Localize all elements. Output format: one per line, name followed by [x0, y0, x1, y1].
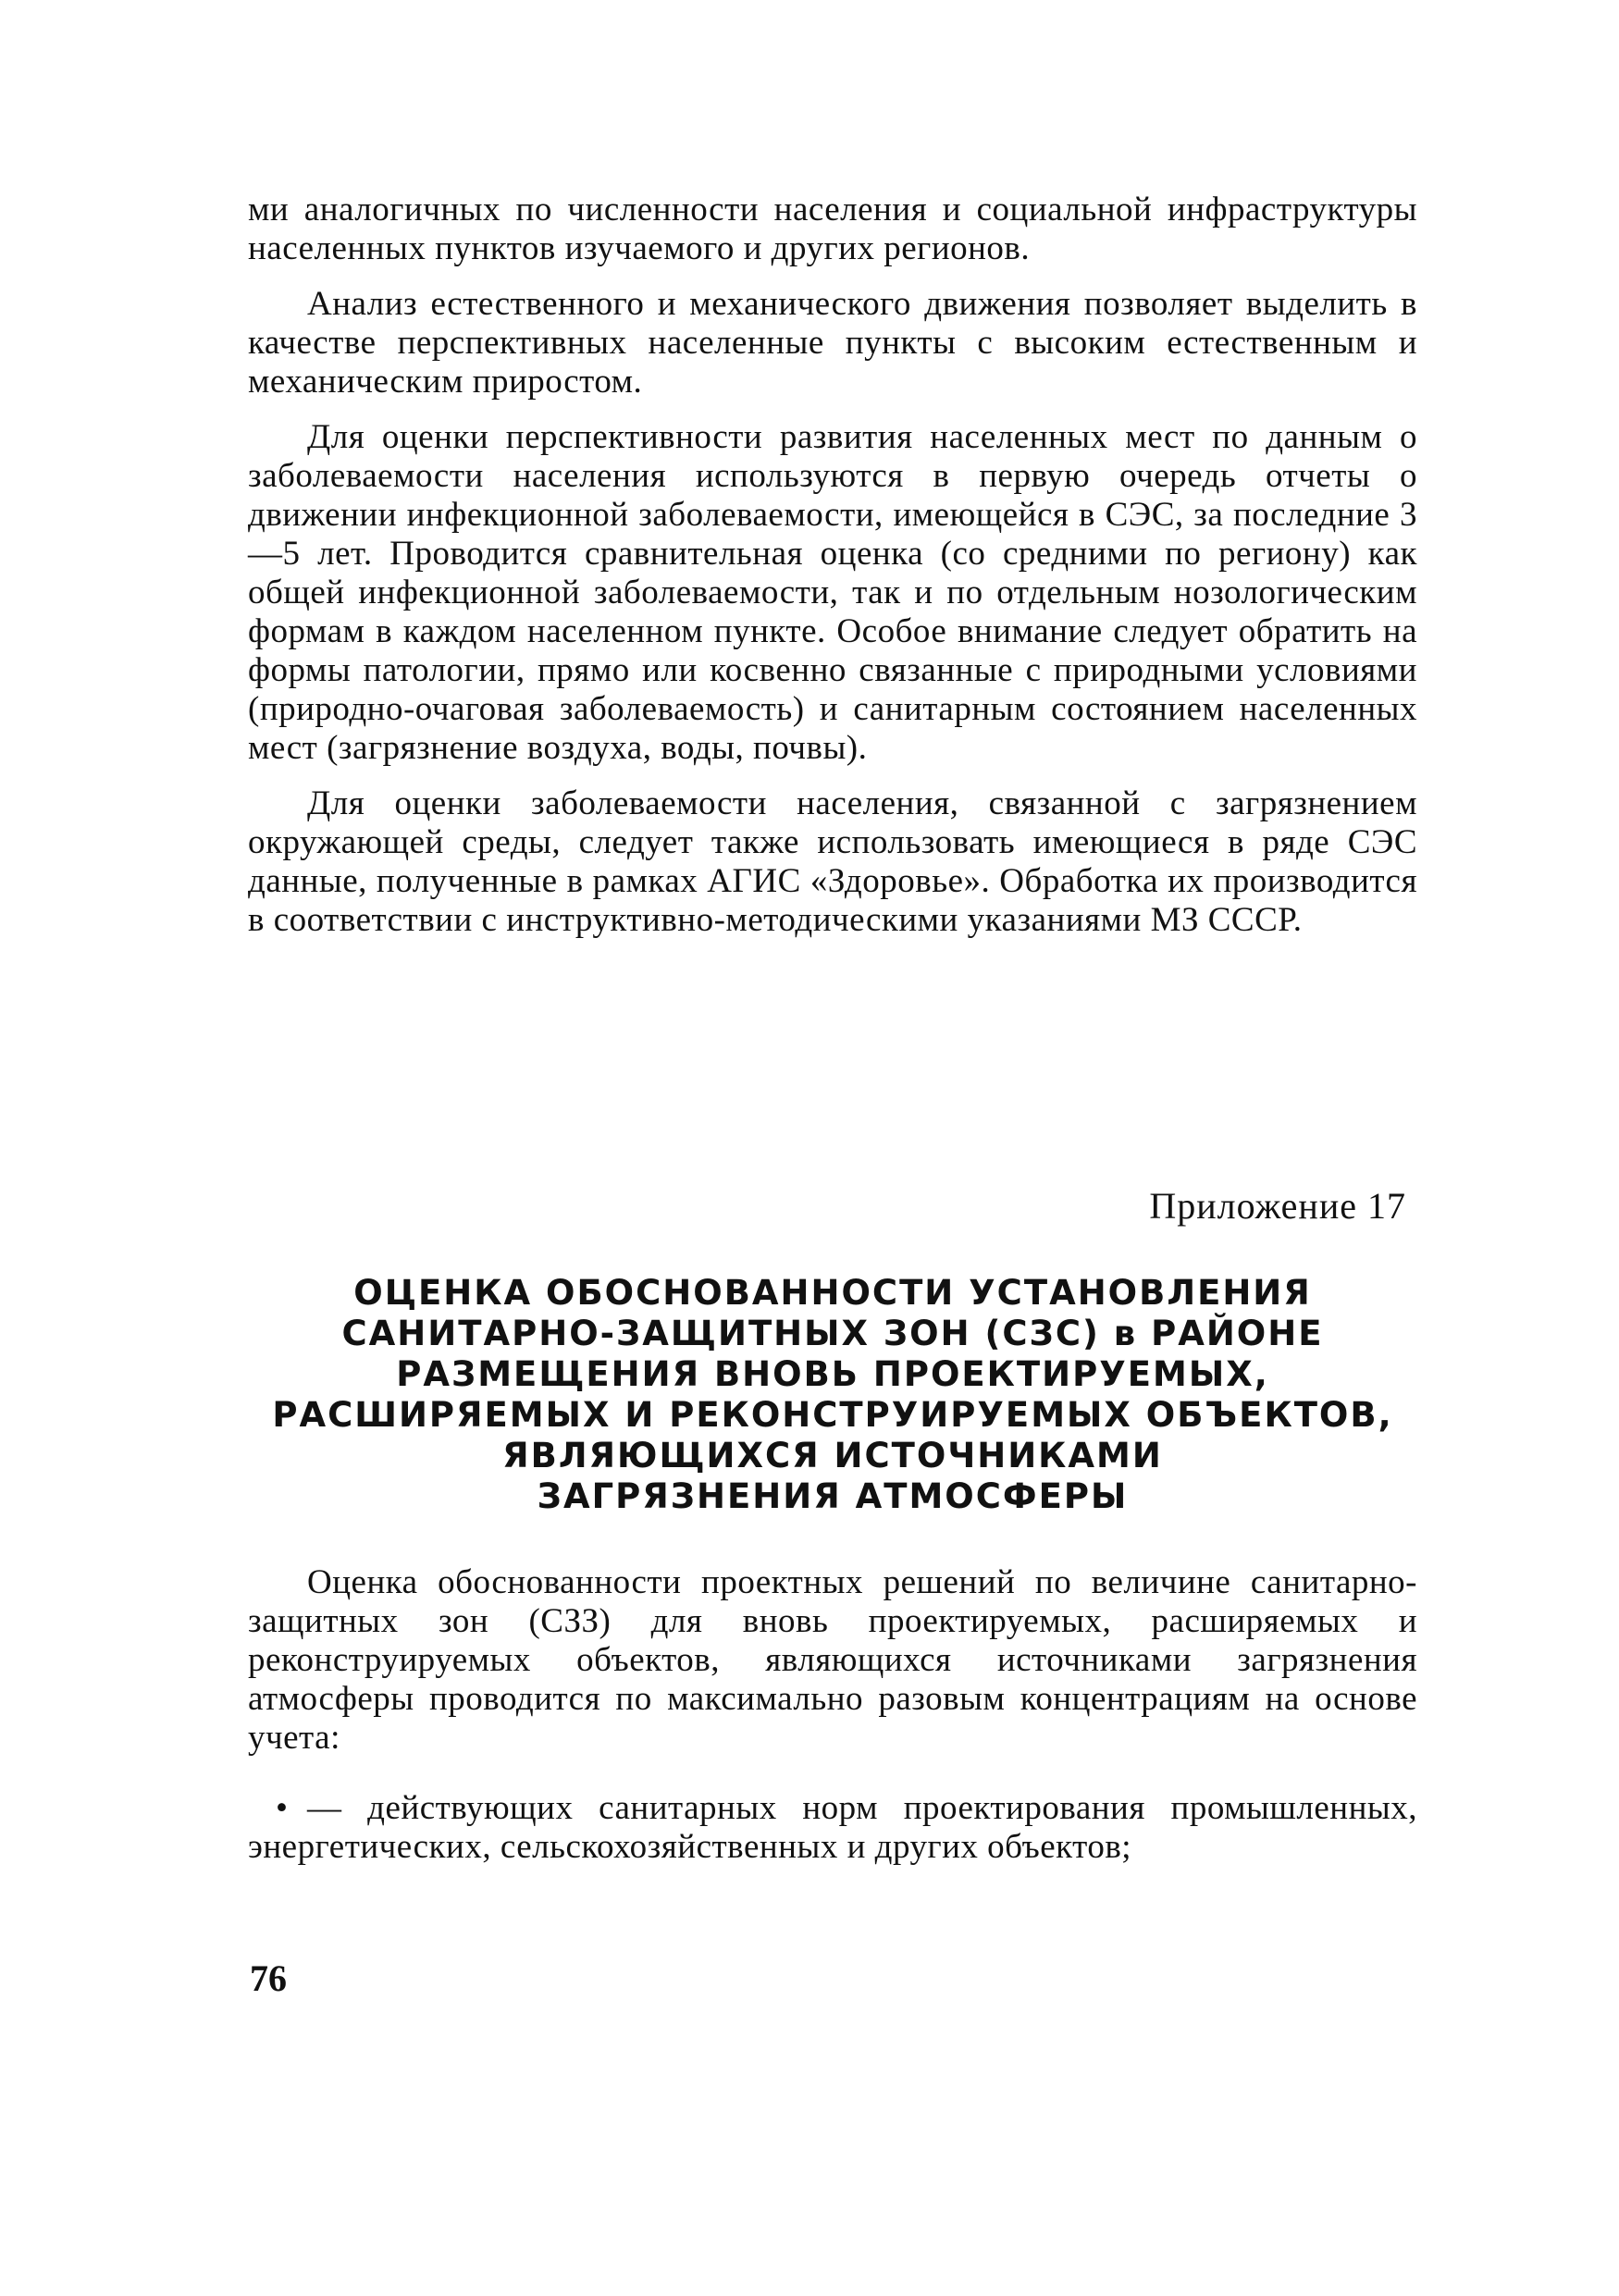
- section-heading: [248, 1273, 1417, 1517]
- page-number: 76: [250, 1957, 287, 1999]
- paragraph-continuation: ми аналогичных по численности населения и социальной инфраструктуры населенных пунктов изучаемого и других регионов.: [248, 191, 1417, 267]
- list-item-text: — действующих санитарных норм проектирования промышленных, энергетических, сельскохозяйственных и других объектов;: [248, 1789, 1417, 1866]
- heading-line: РАСШИРЯЕМЫХ И РЕКОНСТРУИРУЕМЫХ ОБЪЕКТОВ,: [272, 1395, 1393, 1435]
- heading-line: ОЦЕНКА ОБОСНОВАННОСТИ УСТАНОВЛЕНИЯ: [353, 1273, 1312, 1313]
- intro-section: [248, 1563, 1417, 1758]
- paragraph-analysis: Анализ естественного и механического движения позволяет выделить в качестве перспективных населенные пункты с высоким естественным и механическим приростом.: [248, 285, 1417, 401]
- bullet-icon: •: [276, 1789, 289, 1827]
- paragraph-environment-morbidity: Для оценки заболеваемости населения, связанной с загрязнением окружающей среды, следует также использовать имеющиеся в ряде СЭС данные, полученные в рамках АГИС «Здоровье». Обработка их производится в соответствии с инструктивно-методическими указаниями МЗ СССР.: [248, 784, 1417, 939]
- heading-line: ЯВЛЯЮЩИХСЯ ИСТОЧНИКАМИ: [502, 1436, 1163, 1475]
- heading-line: ЗАГРЯЗНЕНИЯ АТМОСФЕРЫ: [537, 1476, 1129, 1516]
- heading-line: САНИТАРНО-ЗАЩИТНЫХ ЗОН (СЗС) в РАЙОНЕ: [341, 1314, 1324, 1353]
- top-text-section: [248, 191, 1417, 940]
- heading-line: РАЗМЕЩЕНИЯ ВНОВЬ ПРОЕКТИРУЕМЫХ,: [396, 1354, 1269, 1394]
- list-item: [248, 1789, 1417, 1867]
- paragraph-morbidity-assessment: Для оценки перспективности развития населенных мест по данным о заболеваемости населения используются в первую очередь отчеты о движении инфекционной заболеваемости, имеющейся в СЭС, за последние 3—5 лет. Проводится сравнительная оценка (со средними по региону) как общей инфекционной заболеваемости, так и по отдельным нозологическим формам в каждом населенном пункте. Особое внимание следует обратить на формы патологии, прямо или косвенно связанные с природными условиями (природно-очаговая заболеваемость) и санитарным состоянием населенных мест (загрязнение воздуха, воды, почвы).: [248, 418, 1417, 767]
- appendix-label: Приложение 17: [1149, 1185, 1406, 1227]
- paragraph-intro: Оценка обоснованности проектных решений по величине санитарно-защитных зон (СЗЗ) для вновь проектируемых, расширяемых и реконструируемых объектов, являющихся источниками загрязнения атмосферы проводится по максимально разовым концентрациям на основе учета:: [248, 1563, 1417, 1757]
